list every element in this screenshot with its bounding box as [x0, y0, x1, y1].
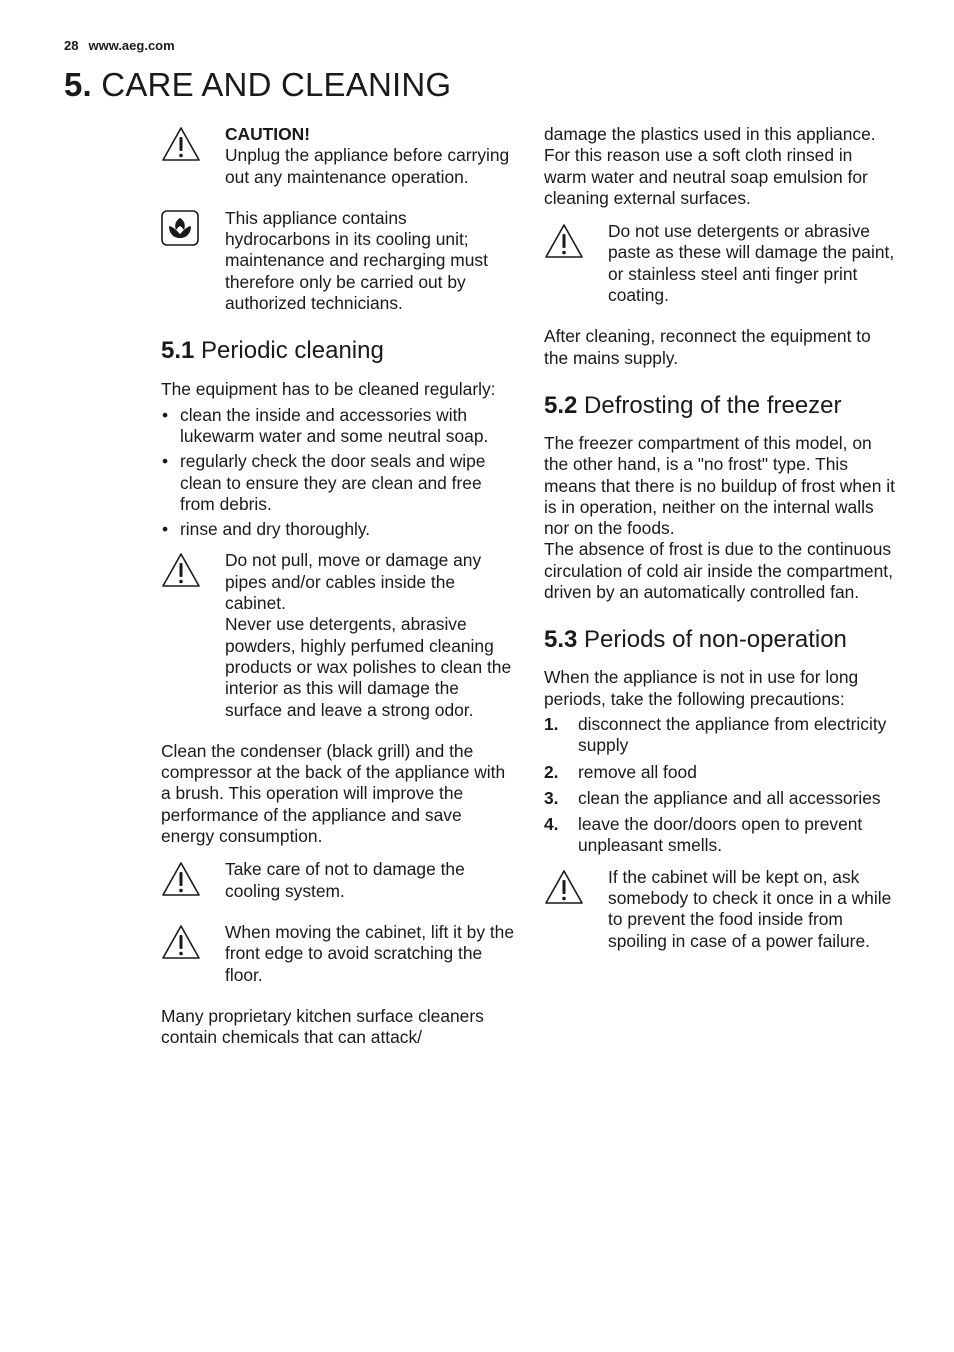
warning-moving-note [161, 922, 516, 986]
caution-heading: CAUTION! [225, 124, 311, 144]
warning-triangle-icon [161, 922, 225, 960]
section-5-1-title: Periodic cleaning [201, 337, 384, 365]
warning-detergents-text: Never use detergents, abrasive powders, highly perfumed cleaning products or wax polishes to clean the interior as this will damage the surface and leave a strong odor. [225, 614, 512, 720]
warning-kept-on-text: If the cabinet will be kept on, ask somebody to check it once in a while to prevent the food inside from spoiling in case of a power failure. [608, 866, 892, 951]
caution-note [161, 124, 516, 188]
list-item: • rinse and dry thoroughly. [161, 519, 516, 540]
warning-cooling-text: Take care of not to damage the cooling system. [225, 859, 465, 901]
reconnect-paragraph: After cleaning, reconnect the equipment to the mains supply. [544, 326, 871, 368]
section-5-3-number: 5.3 [544, 626, 578, 654]
continuation-paragraph: damage the plastics used in this appliance. For this reason use a soft cloth rinsed in warm water and neutral soap emulsion for cleaning external surfaces. [544, 124, 876, 208]
list-item: • clean the inside and accessories with lukewarm water and some neutral soap. [161, 405, 516, 448]
warning-abrasive-note [544, 221, 896, 306]
left-column [161, 124, 516, 1048]
step-text: leave the door/doors open to prevent unpleasant smells. [578, 814, 863, 856]
warning-kept-on-note [544, 867, 896, 952]
section-5-2-title: Defrosting of the freezer [584, 391, 842, 419]
step-number: 4. [544, 814, 559, 835]
caution-text: Unplug the appliance before carrying out any maintenance operation. [225, 145, 510, 187]
right-column [544, 124, 896, 952]
section-5-2-number: 5.2 [544, 391, 578, 419]
list-item: • regularly check the door seals and wipe clean to ensure they are clean and free from debris. [161, 451, 516, 515]
chapter-name: CARE AND CLEANING [101, 66, 452, 103]
environment-note [161, 208, 516, 314]
non-operation-steps [544, 714, 896, 857]
section-5-3-title: Periods of non-operation [584, 626, 847, 654]
warning-triangle-icon [161, 859, 225, 897]
warning-triangle-icon [544, 221, 608, 259]
warning-pipes-note [161, 550, 516, 720]
step-text: disconnect the appliance from electricity supply [578, 713, 887, 756]
section-5-3-heading [544, 625, 896, 655]
environment-icon [161, 208, 225, 246]
step-text: remove all food [578, 761, 697, 782]
condenser-paragraph: Clean the condenser (black grill) and the compressor at the back of the appliance with a brush. This operation will improve the performance of the appliance and save energy consumption. [161, 740, 506, 847]
warning-pipes-text: Do not pull, move or damage any pipes and/or cables inside the cabinet. [225, 550, 482, 614]
section-5-2-heading [544, 391, 896, 421]
list-item [544, 762, 896, 783]
step-number: 2. [544, 761, 559, 782]
warning-triangle-icon [544, 867, 608, 905]
warning-cooling-note [161, 859, 516, 902]
list-item [544, 814, 896, 857]
chapter-title [64, 66, 451, 104]
step-number: 1. [544, 713, 559, 734]
section-5-1-number: 5.1 [161, 337, 195, 365]
periodic-intro: The equipment has to be cleaned regularly: [161, 379, 496, 400]
page-number: 28 [64, 38, 79, 53]
environment-text: This appliance contains hydrocarbons in its cooling unit; maintenance and recharging must therefore only be carried out by authorized technicians. [225, 207, 488, 314]
periodic-bullet-list [161, 405, 516, 541]
warning-triangle-icon [161, 550, 225, 588]
step-number: 3. [544, 787, 559, 808]
warning-abrasive-text: Do not use detergents or abrasive paste as these will damage the paint, or stainless steel anti finger print coating. [608, 221, 895, 306]
warning-triangle-icon [161, 124, 225, 162]
list-item [544, 714, 896, 757]
chemicals-paragraph: Many proprietary kitchen surface cleaners contain chemicals that can attack/ [161, 1005, 484, 1048]
step-text: clean the appliance and all accessories [578, 787, 881, 808]
site-url[interactable]: www.aeg.com [88, 38, 175, 53]
warning-moving-text: When moving the cabinet, lift it by the front edge to avoid scratching the floor. [225, 921, 515, 985]
list-item [544, 788, 896, 809]
defrost-paragraph-2: The absence of frost is due to the continuous circulation of cold air inside the compartment, driven by an automatically controlled fan. [544, 539, 893, 603]
page-header [64, 38, 175, 53]
defrost-paragraph-1: The freezer compartment of this model, on the other hand, is a "no frost" type. This means that there is no buildup of frost when it is in operation, neither on the internal walls nor on the foods. [544, 432, 895, 539]
chapter-number: 5. [64, 66, 92, 103]
section-5-1-heading [161, 336, 516, 366]
non-operation-intro: When the appliance is not in use for long periods, take the following precautions: [544, 667, 859, 709]
